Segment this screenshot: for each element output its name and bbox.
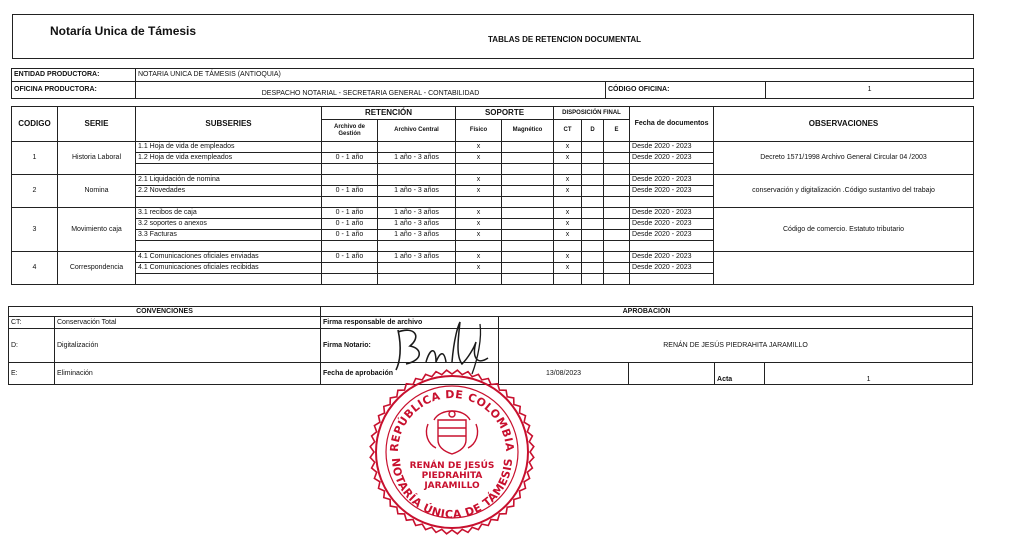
table-row [12, 142, 974, 153]
col-serie: SERIE [58, 107, 136, 142]
firma-notario-label: Firma Notario: [321, 329, 499, 363]
d-cell [582, 208, 604, 219]
archivo-central-cell [378, 175, 456, 186]
empty-cell [136, 274, 322, 285]
archivo-gestion-cell: 0 - 1 año [322, 219, 378, 230]
observacion-cell: Decreto 1571/1998 Archivo General Circular 04 /2003 [714, 142, 974, 175]
d-cell [582, 186, 604, 197]
fecha-cell: Desde 2020 - 2023 [630, 186, 714, 197]
fisico-cell: x [456, 230, 502, 241]
empty-cell [456, 164, 502, 175]
empty-cell [502, 241, 554, 252]
subserie-cell: 4.1 Comunicaciones oficiales recibidas [136, 263, 322, 274]
seal-top-text: REPÚBLICA DE COLOMBIA [387, 387, 517, 453]
fisico-cell: x [456, 186, 502, 197]
fecha-cell: Desde 2020 - 2023 [630, 252, 714, 263]
magnetico-cell [502, 230, 554, 241]
empty-cell [502, 164, 554, 175]
subserie-cell: 2.2 Novedades [136, 186, 322, 197]
e-cell [604, 142, 630, 153]
col-codigo: CODIGO [12, 107, 58, 142]
empty-cell [378, 197, 456, 208]
col-subseries: SUBSERIES [136, 107, 322, 142]
codigo-oficina-value: 1 [766, 82, 974, 99]
empty-cell [136, 164, 322, 175]
empty-cell [554, 197, 582, 208]
observacion-cell: Código de comercio. Estatuto tributario [714, 208, 974, 252]
empty-cell [378, 164, 456, 175]
info-table [11, 68, 974, 99]
archivo-gestion-cell: 0 - 1 año [322, 252, 378, 263]
fecha-cell: Desde 2020 - 2023 [630, 208, 714, 219]
fisico-cell: x [456, 175, 502, 186]
d-cell [582, 142, 604, 153]
codigo-cell: 4 [12, 252, 58, 285]
fisico-cell: x [456, 252, 502, 263]
ct-cell: x [554, 175, 582, 186]
archivo-central-cell: 1 año - 3 años [378, 186, 456, 197]
fecha-aprobacion-label: Fecha de aprobación [321, 363, 499, 385]
col-e: E [604, 120, 630, 142]
d-cell [582, 219, 604, 230]
magnetico-cell [502, 252, 554, 263]
empty-cell [378, 241, 456, 252]
archivo-gestion-cell: 0 - 1 año [322, 186, 378, 197]
empty-cell [630, 197, 714, 208]
e-cell [604, 208, 630, 219]
d-cell [582, 230, 604, 241]
d-cell [582, 263, 604, 274]
archivo-central-cell: 1 año - 3 años [378, 153, 456, 164]
subserie-cell: 1.1 Hoja de vida de empleados [136, 142, 322, 153]
e-cell [604, 153, 630, 164]
archivo-central-cell: 1 año - 3 años [378, 252, 456, 263]
col-archivo-gestion: Archivo de Gestión [322, 120, 378, 142]
codigo-cell: 2 [12, 175, 58, 208]
archivo-central-cell: 1 año - 3 años [378, 208, 456, 219]
empty-cell [604, 241, 630, 252]
empty-cell [582, 274, 604, 285]
oficina-value: DESPACHO NOTARIAL - SECRETARIA GENERAL - CONTABILIDAD [136, 82, 606, 99]
notary-title: Notaría Unica de Támesis [50, 24, 197, 38]
e-cell [604, 252, 630, 263]
archivo-central-cell: 1 año - 3 años [378, 219, 456, 230]
empty-cell [582, 241, 604, 252]
subserie-cell: 3.1 recibos de caja [136, 208, 322, 219]
d-cell [582, 153, 604, 164]
coat-of-arms-icon [426, 411, 477, 454]
archivo-gestion-cell: 0 - 1 año [322, 153, 378, 164]
fisico-cell: x [456, 153, 502, 164]
empty-cell [554, 241, 582, 252]
col-disposicion: DISPOSICIÓN FINAL [554, 107, 630, 120]
d-cell [582, 175, 604, 186]
col-archivo-central: Archivo Central [378, 120, 456, 142]
magnetico-cell [502, 219, 554, 230]
conv-label-d: Digitalización [55, 329, 321, 363]
empty-cell [378, 274, 456, 285]
oficina-label: OFICINA PRODUCTORA: [12, 82, 136, 99]
seal-name-line1: RENÁN DE JESÚS [409, 461, 495, 471]
aprobacion-title: APROBACIÓN [321, 307, 973, 317]
col-magnetico: Magnético [502, 120, 554, 142]
firma-responsable-label: Firma responsable de archivo [321, 317, 499, 329]
magnetico-cell [502, 175, 554, 186]
conv-code-ct: CT: [9, 317, 55, 329]
subserie-cell: 4.1 Comunicaciones oficiales enviadas [136, 252, 322, 263]
archivo-central-cell [378, 142, 456, 153]
ct-cell: x [554, 252, 582, 263]
magnetico-cell [502, 208, 554, 219]
archivo-gestion-cell [322, 175, 378, 186]
empty-cell [582, 164, 604, 175]
e-cell [604, 263, 630, 274]
conv-code-e: E: [9, 363, 55, 385]
codigo-cell: 3 [12, 208, 58, 252]
ct-cell: x [554, 153, 582, 164]
conv-label-e: Eliminación [55, 363, 321, 385]
ct-cell: x [554, 230, 582, 241]
observacion-cell: conservación y digitalización .Código sustantivo del trabajo [714, 175, 974, 208]
serie-cell: Nomina [58, 175, 136, 208]
ct-cell: x [554, 219, 582, 230]
serie-cell: Correspondencia [58, 252, 136, 285]
subserie-cell: 3.3 Facturas [136, 230, 322, 241]
empty-cell [502, 197, 554, 208]
subserie-cell: 1.2 Hoja de vida exempleados [136, 153, 322, 164]
empty-cell [554, 164, 582, 175]
empty-cell [456, 241, 502, 252]
empty-cell [604, 164, 630, 175]
archivo-central-cell [378, 263, 456, 274]
notary-seal-graphic [368, 368, 536, 536]
empty-cell [630, 241, 714, 252]
fisico-cell: x [456, 219, 502, 230]
fecha-aprobacion-value: 13/08/2023 [499, 363, 629, 385]
magnetico-cell [502, 142, 554, 153]
empty-cell [136, 197, 322, 208]
e-cell [604, 186, 630, 197]
magnetico-cell [502, 263, 554, 274]
conv-code-d: D: [9, 329, 55, 363]
serie-cell: Movimiento caja [58, 208, 136, 252]
fisico-cell: x [456, 142, 502, 153]
empty-cell [456, 197, 502, 208]
document-title: TABLAS DE RETENCION DOCUMENTAL [488, 35, 642, 44]
table-row [12, 252, 974, 263]
notario-name: RENÁN DE JESÚS PIEDRAHITA JARAMILLO [499, 329, 973, 363]
magnetico-cell [502, 186, 554, 197]
fecha-cell: Desde 2020 - 2023 [630, 230, 714, 241]
archivo-gestion-cell: 0 - 1 año [322, 208, 378, 219]
empty-cell [582, 197, 604, 208]
e-cell [604, 175, 630, 186]
empty-cell [604, 274, 630, 285]
empty-cell [630, 274, 714, 285]
e-cell [604, 230, 630, 241]
ct-cell: x [554, 208, 582, 219]
table-row [12, 208, 974, 219]
subserie-cell: 2.1 Liquidación de nomina [136, 175, 322, 186]
col-d: D [582, 120, 604, 142]
fisico-cell: x [456, 263, 502, 274]
notary-seal [368, 368, 536, 536]
codigo-oficina-label: CÓDIGO OFICINA: [606, 82, 766, 99]
empty-cell [322, 274, 378, 285]
seal-bottom-text: NOTARÍA ÚNICA DE TÁMESIS [388, 457, 516, 522]
table-row [12, 175, 974, 186]
acta-label: Acta [715, 363, 765, 385]
empty-cell [502, 274, 554, 285]
fecha-cell: Desde 2020 - 2023 [630, 219, 714, 230]
ct-cell: x [554, 142, 582, 153]
col-observaciones: OBSERVACIONES [714, 107, 974, 142]
retention-table [11, 106, 974, 285]
archivo-central-cell: 1 año - 3 años [378, 230, 456, 241]
col-fecha: Fecha de documentos [630, 107, 714, 142]
archivo-gestion-cell: 0 - 1 año [322, 230, 378, 241]
seal-name-line2: PIEDRAHITA [421, 471, 483, 481]
acta-value: 1 [765, 363, 973, 385]
seal-name-line3: JARAMILLO [424, 481, 480, 491]
fecha-cell: Desde 2020 - 2023 [630, 263, 714, 274]
empty-cell [136, 241, 322, 252]
entidad-label: ENTIDAD PRODUCTORA: [12, 69, 136, 82]
empty-cell [554, 274, 582, 285]
ct-cell: x [554, 186, 582, 197]
serie-cell: Historia Laboral [58, 142, 136, 175]
archivo-gestion-cell [322, 263, 378, 274]
fecha-spacer [629, 363, 715, 385]
subserie-cell: 3.2 soportes o anexos [136, 219, 322, 230]
empty-cell [322, 197, 378, 208]
col-retencion: RETENCIÓN [322, 107, 456, 120]
empty-cell [630, 164, 714, 175]
fecha-cell: Desde 2020 - 2023 [630, 153, 714, 164]
e-cell [604, 219, 630, 230]
empty-cell [322, 241, 378, 252]
firma-responsable-value [499, 317, 973, 329]
fecha-cell: Desde 2020 - 2023 [630, 142, 714, 153]
codigo-cell: 1 [12, 142, 58, 175]
ct-cell: x [554, 263, 582, 274]
conv-label-ct: Conservación Total [55, 317, 321, 329]
entidad-value: NOTARIA UNICA DE TÁMESIS (ANTIOQUIA) [136, 69, 974, 82]
archivo-gestion-cell [322, 142, 378, 153]
empty-cell [456, 274, 502, 285]
col-fisico: Físico [456, 120, 502, 142]
empty-cell [604, 197, 630, 208]
d-cell [582, 252, 604, 263]
observacion-cell [714, 252, 974, 285]
magnetico-cell [502, 153, 554, 164]
fisico-cell: x [456, 208, 502, 219]
empty-cell [322, 164, 378, 175]
convenciones-title: CONVENCIONES [9, 307, 321, 317]
fecha-cell: Desde 2020 - 2023 [630, 175, 714, 186]
col-ct: CT [554, 120, 582, 142]
col-soporte: SOPORTE [456, 107, 554, 120]
